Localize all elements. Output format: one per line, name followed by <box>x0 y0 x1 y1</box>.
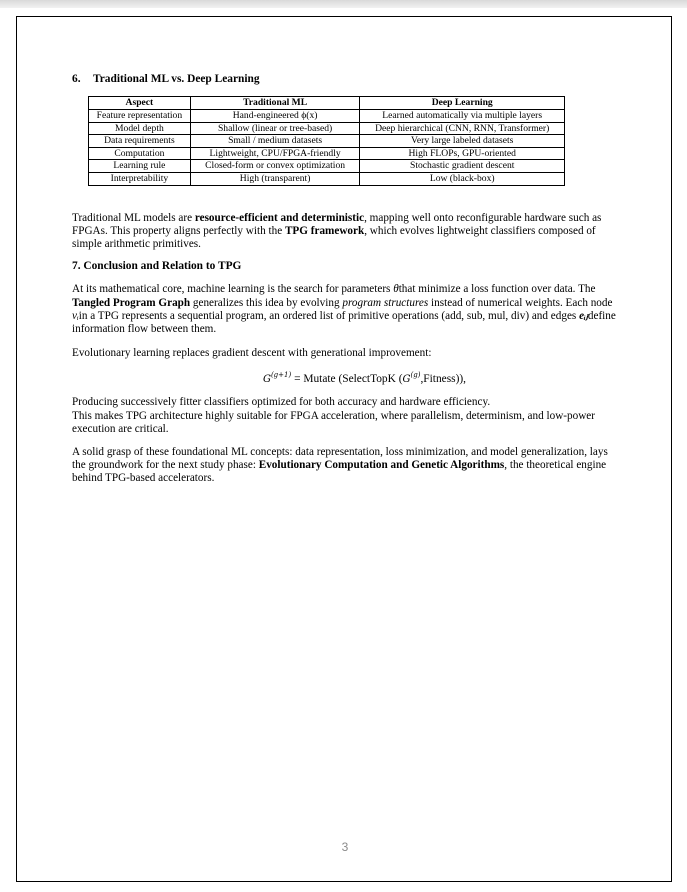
bold-phrase: resource-efficient and deterministic <box>194 211 365 224</box>
table-cell: High FLOPs, GPU-oriented <box>360 147 565 160</box>
equation <box>72 369 622 386</box>
table-header-cell: Traditional ML <box>190 97 360 110</box>
text-run: generalizes this idea by evolving <box>190 296 343 309</box>
eq-equals: = <box>291 373 304 386</box>
text-run: that minimize a loss function over data. The <box>398 283 596 296</box>
text-run: A solid grasp of these foundational ML concepts: data representation, loss minimization, and model generalization, lays the groundwork for the next study phase: <box>72 445 608 472</box>
table-row <box>89 147 565 160</box>
paragraph-conclusion <box>72 283 622 337</box>
eq-lhs-sup: (g+1) <box>270 371 292 380</box>
eq-lhs: G <box>262 374 271 386</box>
page-content <box>72 72 622 486</box>
table-header-row <box>89 97 565 110</box>
table-cell: Shallow (linear or tree-based) <box>190 122 360 135</box>
text-run: instead of numerical weights. Each node <box>428 296 613 309</box>
eq-rest: ,Fitness)), <box>420 373 467 386</box>
page-number: 3 <box>341 840 349 854</box>
bold-phrase: Tangled Program Graph <box>72 296 191 309</box>
math-theta: θ <box>393 283 399 296</box>
text-line: Producing successively fitter classifiers optimized for both accuracy and hardware efficiency. <box>72 396 491 409</box>
table-cell: Deep hierarchical (CNN, RNN, Transformer) <box>360 122 565 135</box>
text-run: define information flow between them. <box>72 310 616 336</box>
table-cell: High (transparent) <box>190 172 360 185</box>
table-cell: Closed-form or convex optimization <box>190 160 360 173</box>
table-cell: Learning rule <box>89 160 191 173</box>
table-cell: Interpretability <box>89 172 191 185</box>
bold-phrase: TPG framework <box>284 224 365 237</box>
section-6-number: 6. <box>72 73 81 85</box>
table-row <box>89 135 565 148</box>
text-run: , the theoretical engine behind TPG-based accelerators. <box>72 459 607 485</box>
section-6-heading <box>72 73 622 86</box>
table-row <box>89 110 565 123</box>
text-run: , which evolves lightweight classifiers composed of simple arithmetic primitives. <box>72 224 596 251</box>
table-cell: Learned automatically via multiple layers <box>360 110 565 123</box>
table-row <box>89 122 565 135</box>
text-run: in a TPG represents a sequential program, an ordered list of primitive operations (add, sub, mul, div) and edges <box>78 310 580 322</box>
table-cell: Lightweight, CPU/FPGA-friendly <box>190 147 360 160</box>
text-run: , mapping well onto reconfigurable hardware such as FPGAs. This property aligns perfectly with the <box>72 211 602 237</box>
document-page <box>16 16 672 882</box>
section-7-heading: 7. Conclusion and Relation to TPG <box>72 259 242 272</box>
paragraph-traditional-ml <box>72 212 622 252</box>
table-row <box>89 160 565 173</box>
paragraph-producing <box>72 396 622 436</box>
text-line: This makes TPG architecture highly suitable for FPGA acceleration, where parallelism, determinism, and low-power execution are critical. <box>72 409 595 436</box>
table-cell: Data requirements <box>89 135 191 148</box>
italic-phrase: program structures <box>342 296 429 309</box>
paragraph-evolutionary: Evolutionary learning replaces gradient descent with generational improvement: <box>72 346 432 359</box>
table-header-cell: Deep Learning <box>360 97 565 110</box>
table-cell: Low (black-box) <box>360 172 565 185</box>
text-run: Traditional ML models are <box>72 211 195 224</box>
eq-g: G <box>402 374 411 386</box>
table-cell: Stochastic gradient descent <box>360 160 565 173</box>
paragraph-foundations <box>72 446 622 486</box>
bold-phrase: Evolutionary Computation and Genetic Algorithms <box>258 459 505 472</box>
math-node-vi: vᵢ <box>72 310 79 322</box>
table-cell: Small / medium datasets <box>190 135 360 148</box>
section-6-title: Traditional ML vs. Deep Learning <box>93 73 260 85</box>
viewer-top-bar <box>0 0 687 8</box>
table-cell: Model depth <box>89 122 191 135</box>
table-header-cell: Aspect <box>89 97 191 110</box>
text-run: At its mathematical core, machine learning is the search for parameters <box>72 283 394 296</box>
table-cell: Feature representation <box>89 110 191 123</box>
table-row <box>89 172 565 185</box>
eq-g-sup: (g) <box>410 371 421 380</box>
math-edge-eij: eᵢⱼ <box>579 310 588 322</box>
table-cell: Hand-engineered ϕ(x) <box>190 110 360 123</box>
table-cell: Computation <box>89 147 191 160</box>
comparison-table <box>88 96 565 185</box>
eq-mutate: Mutate (SelectTopK ( <box>303 373 403 386</box>
table-cell: Very large labeled datasets <box>360 135 565 148</box>
